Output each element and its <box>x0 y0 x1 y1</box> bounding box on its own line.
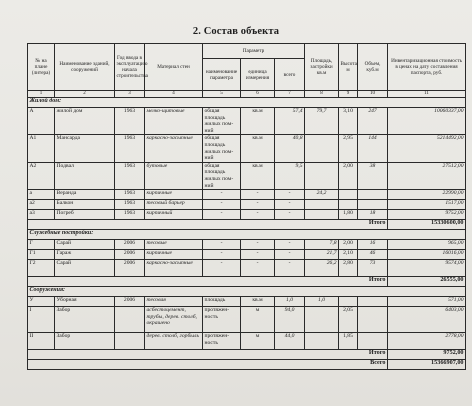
cell-name: Гараж <box>55 250 115 260</box>
cell-area: 79,7 <box>305 108 339 135</box>
header-cost: Инвентаризационная стоимость в ценах на дату составления паспорта, руб. <box>388 44 466 91</box>
table-row <box>28 297 466 307</box>
col-number: 4 <box>145 91 203 98</box>
cell-height: 2,10 <box>339 250 358 260</box>
cell-no: а3 <box>28 210 55 220</box>
cell-name: Забор <box>55 307 115 333</box>
subtotal-row-service <box>28 277 466 287</box>
cell-total: 9,5 <box>275 162 305 189</box>
cell-no: А <box>28 108 55 135</box>
cell-volume: 16 <box>358 240 388 250</box>
section-title: Жилой дом: <box>28 98 466 108</box>
table-row <box>28 250 466 260</box>
cell-param: - <box>203 250 241 260</box>
cell-param: общая площадь жилых пом-ний <box>203 162 241 189</box>
cell-cost: 2778,00 <box>388 333 466 350</box>
cell-cost: 6403,00 <box>388 307 466 333</box>
cell-volume <box>358 200 388 210</box>
cell-param: общая площадь жилых пом-ний <box>203 108 241 135</box>
cell-year: 1963 <box>115 135 145 162</box>
cell-cost: 1517,00 <box>388 200 466 210</box>
subtotal-label: Итого <box>28 277 388 287</box>
cell-height <box>339 200 358 210</box>
cell-height: 2,80 <box>339 260 358 277</box>
cell-area <box>305 210 339 220</box>
subtotal-label: Итого <box>28 350 388 360</box>
cell-no: Г1 <box>28 250 55 260</box>
grand-total-value: 15366907,00 <box>388 360 466 370</box>
table-row <box>28 240 466 250</box>
cell-material: бутовые <box>145 162 203 189</box>
header-area: Площадь, застройки кв.м <box>305 44 339 91</box>
cell-unit: - <box>241 200 275 210</box>
table-row <box>28 200 466 210</box>
cell-total: - <box>275 240 305 250</box>
cell-material: каркасно-засыпные <box>145 260 203 277</box>
header-height: Высота, м <box>339 44 358 91</box>
cell-cost: 5214492,00 <box>388 135 466 162</box>
cell-name: Веранда <box>55 190 115 200</box>
cell-no: а2 <box>28 200 55 210</box>
header-volume: Объем, куб.м <box>358 44 388 91</box>
header-material: Материал стен <box>145 44 203 91</box>
cell-unit: - <box>241 190 275 200</box>
cell-material: асбестоцемент, трубы, дерев. столб, окрашено <box>145 307 203 333</box>
cell-total: - <box>275 190 305 200</box>
cell-area: 21,7 <box>305 250 339 260</box>
cell-cost: 22990,00 <box>388 190 466 200</box>
table-row <box>28 307 466 333</box>
cell-volume: 247 <box>358 108 388 135</box>
cell-name: Балкон <box>55 200 115 210</box>
cell-material: тесовый барьер <box>145 200 203 210</box>
table-row <box>28 210 466 220</box>
cell-height: 2,05 <box>339 307 358 333</box>
header-param: Параметр <box>203 44 305 59</box>
cell-year: 1963 <box>115 210 145 220</box>
col-number: 10 <box>358 91 388 98</box>
cell-name: Мансарда <box>55 135 115 162</box>
cell-year <box>115 307 145 333</box>
col-number: 1 <box>28 91 55 98</box>
cell-area <box>305 307 339 333</box>
cell-cost: 571,00 <box>388 297 466 307</box>
cell-volume <box>358 307 388 333</box>
cell-name: Подвал <box>55 162 115 189</box>
cell-year: 1963 <box>115 190 145 200</box>
cell-total: 57,4 <box>275 108 305 135</box>
col-number: 9 <box>339 91 358 98</box>
col-number: 11 <box>388 91 466 98</box>
section-title: Служебные постройки: <box>28 230 466 240</box>
table-row <box>28 190 466 200</box>
cell-name: Сарай <box>55 240 115 250</box>
cell-area <box>305 135 339 162</box>
cell-year: 2006 <box>115 240 145 250</box>
cell-total: 44,0 <box>275 333 305 350</box>
cell-height: 1,80 <box>339 210 358 220</box>
cell-name: Погреб <box>55 210 115 220</box>
header-param-total: всего <box>275 59 305 91</box>
grand-total-label: Всего <box>28 360 388 370</box>
subtotal-value: 9752,00 <box>388 350 466 360</box>
cell-no: II <box>28 333 55 350</box>
col-number: 5 <box>203 91 241 98</box>
header-year: Год ввода в эксплуатацию начала строительства <box>115 44 145 91</box>
cell-year: 2006 <box>115 297 145 307</box>
header-param-name: наименование параметра <box>203 59 241 91</box>
cell-unit: м <box>241 333 275 350</box>
cell-unit: кв.м <box>241 297 275 307</box>
grand-total-row <box>28 360 466 370</box>
cell-param: - <box>203 210 241 220</box>
cell-material: кирпичный <box>145 210 203 220</box>
cell-height: 2,95 <box>339 135 358 162</box>
cell-cost: 965,00 <box>388 240 466 250</box>
cell-material: тесовая <box>145 297 203 307</box>
subtotal-row-living <box>28 220 466 230</box>
subtotal-value: 15330600,00 <box>388 220 466 230</box>
subtotal-label: Итого <box>28 220 388 230</box>
cell-year: 2006 <box>115 260 145 277</box>
cell-height <box>339 297 358 307</box>
cell-unit: кв.м <box>241 162 275 189</box>
cell-unit: кв.м <box>241 108 275 135</box>
header-no: № на плане (литера) <box>28 44 55 91</box>
cell-param: - <box>203 240 241 250</box>
cell-volume: 73 <box>358 260 388 277</box>
cell-param: площадь <box>203 297 241 307</box>
cell-no: а <box>28 190 55 200</box>
cell-cost: 27512,00 <box>388 162 466 189</box>
cell-no: I <box>28 307 55 333</box>
cell-total: 1,0 <box>275 297 305 307</box>
cell-year: 1963 <box>115 162 145 189</box>
col-number: 2 <box>55 91 115 98</box>
cell-param: общая площадь жилых пом-ний <box>203 135 241 162</box>
col-number: 7 <box>275 91 305 98</box>
cell-material: кирпичные <box>145 250 203 260</box>
cell-param: протяжен-ность <box>203 307 241 333</box>
cell-unit: кв.м <box>241 135 275 162</box>
table-row <box>28 260 466 277</box>
cell-no: У <box>28 297 55 307</box>
cell-height <box>339 190 358 200</box>
cell-volume: 46 <box>358 250 388 260</box>
table-row <box>28 162 466 189</box>
cell-total: - <box>275 250 305 260</box>
cell-area: 7,8 <box>305 240 339 250</box>
cell-param: протяжен-ность <box>203 333 241 350</box>
cell-volume <box>358 333 388 350</box>
cell-param: - <box>203 200 241 210</box>
cell-param: - <box>203 260 241 277</box>
table-row <box>28 333 466 350</box>
col-number: 3 <box>115 91 145 98</box>
cell-area: 24,2 <box>305 190 339 200</box>
section-row-living <box>28 98 466 108</box>
cell-unit: м <box>241 307 275 333</box>
cell-no: Г <box>28 240 55 250</box>
cell-material: каркасно-засыпные <box>145 135 203 162</box>
cell-year: 1963 <box>115 200 145 210</box>
cell-material: дерев. столб, горбыль <box>145 333 203 350</box>
cell-cost: 9752,00 <box>388 210 466 220</box>
cell-area <box>305 200 339 210</box>
cell-total: 40,8 <box>275 135 305 162</box>
cell-year: 1963 <box>115 108 145 135</box>
cell-no: А1 <box>28 135 55 162</box>
cell-area: 26,2 <box>305 260 339 277</box>
cell-name: Забор <box>55 333 115 350</box>
cell-name: жилой дом <box>55 108 115 135</box>
document-title: 2. Состав объекта <box>192 26 280 37</box>
cell-unit: - <box>241 240 275 250</box>
cell-total: 94,0 <box>275 307 305 333</box>
cell-volume: 18 <box>358 210 388 220</box>
cell-total: - <box>275 200 305 210</box>
cell-area: 1,0 <box>305 297 339 307</box>
cell-volume: 38 <box>358 162 388 189</box>
cell-no: А2 <box>28 162 55 189</box>
header-name: Наименование зданий, сооружений <box>55 44 115 91</box>
col-number: 6 <box>241 91 275 98</box>
cell-cost: 10060337,00 <box>388 108 466 135</box>
subtotal-value: 26555,00 <box>388 277 466 287</box>
composition-table <box>27 43 466 370</box>
cell-material: тесовые <box>145 240 203 250</box>
cell-name: Сарай <box>55 260 115 277</box>
cell-year: 2006 <box>115 250 145 260</box>
cell-unit: - <box>241 210 275 220</box>
col-number: 8 <box>305 91 339 98</box>
cell-unit: - <box>241 260 275 277</box>
cell-no: Г2 <box>28 260 55 277</box>
cell-cost: 16016,00 <box>388 250 466 260</box>
cell-material: кирпичные <box>145 190 203 200</box>
cell-area <box>305 333 339 350</box>
cell-volume: 144 <box>358 135 388 162</box>
table-row <box>28 108 466 135</box>
cell-area <box>305 162 339 189</box>
subtotal-row-structures <box>28 350 466 360</box>
table-row <box>28 135 466 162</box>
cell-param: - <box>203 190 241 200</box>
cell-height: 1,85 <box>339 333 358 350</box>
cell-volume <box>358 190 388 200</box>
column-numbers-row <box>28 91 466 98</box>
section-row-service <box>28 230 466 240</box>
cell-height: 2,00 <box>339 240 358 250</box>
cell-total: - <box>275 210 305 220</box>
cell-unit: - <box>241 250 275 260</box>
cell-volume <box>358 297 388 307</box>
section-row-structures <box>28 287 466 297</box>
cell-cost: 9574,00 <box>388 260 466 277</box>
cell-material: мелко-щитовые <box>145 108 203 135</box>
cell-total: - <box>275 260 305 277</box>
cell-height: 2,00 <box>339 162 358 189</box>
header-param-unit: единица измерения <box>241 59 275 91</box>
section-title: Сооружения: <box>28 287 466 297</box>
cell-height: 3,10 <box>339 108 358 135</box>
cell-name: Уборная <box>55 297 115 307</box>
cell-year <box>115 333 145 350</box>
